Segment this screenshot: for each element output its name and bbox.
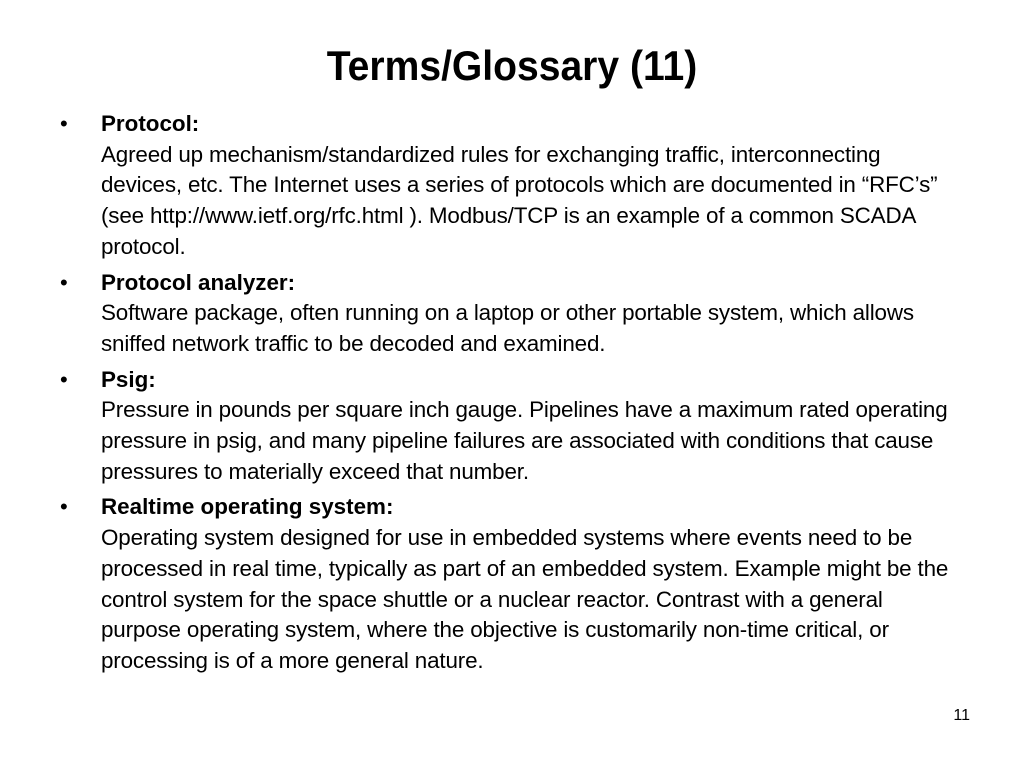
term-definition: Operating system designed for use in embedded systems where events need to be processed in real time, typically as part of an embedded system. Example might be the control system for the space shuttle or a nuclear reactor. Contrast with a general purpose operating system, where the objective is customarily non-time critical, or processing is of a more general nature. [101, 525, 949, 673]
glossary-entry-realtime-os [60, 492, 965, 676]
term-definition: Agreed up mechanism/standardized rules for exchanging traffic, interconnecting devices, etc. The Internet uses a series of protocols which are documented in “RFC’s” (see http://www.ietf.org/rfc.html ). Modbus/TCP is an example of a common SCADA protocol. [101, 141, 938, 259]
bullet-icon: • [60, 366, 68, 392]
term-definition: Pressure in pounds per square inch gauge. Pipelines have a maximum rated operating pressure in psig, and many pipeline failures are associated with conditions that cause pressures to materially exceed that number. [101, 397, 948, 484]
term-label: Protocol: [101, 111, 200, 136]
bullet-icon: • [60, 269, 68, 295]
term-definition: Software package, often running on a laptop or other portable system, which allows sniffed network traffic to be decoded and examined. [101, 300, 914, 356]
term-label: Psig: [101, 366, 156, 392]
term-label: Protocol analyzer: [101, 269, 296, 295]
term-label: Realtime operating system: [101, 494, 394, 520]
page-number: 11 [953, 707, 970, 724]
glossary-entry-protocol-analyzer [60, 268, 965, 360]
glossary-entry-protocol [60, 109, 965, 263]
glossary-list [60, 109, 965, 682]
bullet-icon: • [60, 494, 68, 520]
slide-title: Terms/Glossary (11) [326, 42, 698, 89]
bullet-icon: • [60, 111, 68, 136]
glossary-entry-psig [60, 365, 965, 488]
